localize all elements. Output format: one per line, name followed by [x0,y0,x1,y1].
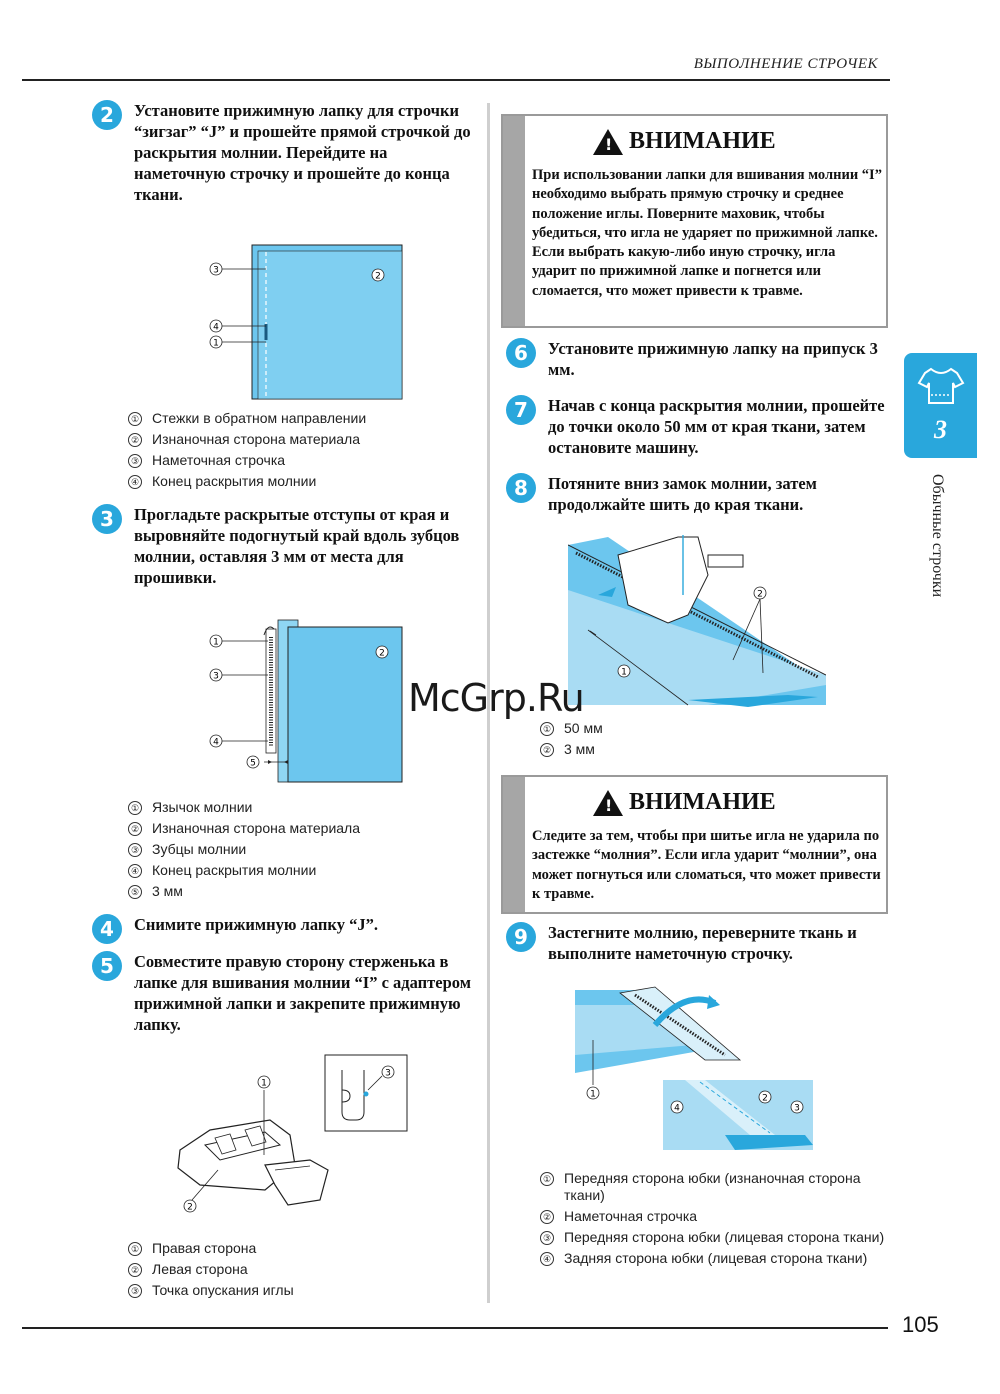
chapter-tab[interactable] [904,353,977,458]
legend-marker: ③ [128,1284,142,1298]
caution-body: Следите за тем, чтобы при шитье игла не ударила по застежке “молния”. Если игла ударит “молнии”, она может погнуться или сломаться, что может привести к травме. [532,828,881,902]
legend-text: 50 мм [564,720,603,736]
legend-item [540,1250,890,1267]
caution-title [593,128,776,155]
shirt-icon [917,365,965,407]
svg-text:4: 4 [674,1103,680,1114]
caution-box-1 [501,114,888,328]
svg-text:2: 2 [757,589,763,600]
watermark: McGrp.Ru [408,676,584,720]
step-number: 7 [506,395,536,425]
caution-title [593,789,776,816]
svg-text:3: 3 [213,265,219,276]
legend-figure-4 [540,720,740,762]
legend-marker: ④ [128,475,142,489]
warning-icon: ! [593,129,623,155]
step-5 [92,951,477,1035]
legend-marker: ② [540,743,554,757]
legend-text: Конец раскрытия молнии [152,862,317,878]
step-number: 6 [506,338,536,368]
legend-figure-1 [128,410,468,494]
caution-bar [503,777,525,912]
step-8 [506,473,886,515]
step-number: 5 [92,951,122,981]
legend-item [540,1208,890,1225]
legend-text: 3 мм [564,741,595,757]
caution-bar [503,116,525,326]
running-header: ВЫПОЛНЕНИЕ СТРОЧЕК [693,56,878,72]
step-number: 9 [506,922,536,952]
legend-marker: ① [540,1172,554,1186]
legend-text: Задняя сторона юбки (лицевая сторона ткани) [564,1250,868,1266]
step-text: Снимите прижимную лапку “J”. [134,915,378,934]
legend-item [128,1240,468,1257]
legend-marker: ① [128,412,142,426]
legend-text: Точка опускания иглы [152,1282,294,1298]
svg-text:1: 1 [213,637,219,648]
figure-zipper-foot [170,1050,415,1225]
step-text: Застегните молнию, переверните ткань и выполните наметочную строчку. [548,923,857,963]
caution-body: При использовании лапки для вшивания молнии “I” необходимо выбрать прямую строчку и среднее положение иглы. Поверните маховик, чтобы убедиться, что игла не ударяет по прижимной лапке. Если выбрать какую-либо иную строчку, игла ударит по прижимной лапке и погнется или сломается, что может привести к травме. [532,167,882,299]
legend-item [128,1261,468,1278]
step-text: Установите прижимную лапку для строчки “зигзаг” “J” и прошейте прямой строчкой до раскрытия молнии. Перейдите на наметочную строчку и прошейте до конца ткани. [134,101,471,204]
svg-text:2: 2 [379,648,385,659]
svg-text:1: 1 [213,338,219,349]
legend-text: Зубцы молнии [152,841,247,857]
figure-basting-stitch [200,240,410,405]
legend-item [128,841,468,858]
caution-box-2 [501,775,888,914]
legend-item [128,452,468,469]
legend-marker: ② [540,1210,554,1224]
step-7 [506,395,890,458]
legend-item [128,820,468,837]
svg-text:4: 4 [213,322,219,333]
legend-marker: ⑤ [128,885,142,899]
footer-rule [22,1327,888,1329]
legend-text: Передняя сторона юбки (лицевая сторона ткани) [564,1229,885,1245]
step-text: Прогладьте раскрытые отступы от края и выровняйте подогнутый край вдоль зубцов молнии, оставляя 3 мм от места для прошивки. [134,505,460,587]
step-text: Начав с конца раскрытия молнии, прошейте до точки около 50 мм от края ткани, затем остановите машину. [548,396,885,457]
legend-text: Наметочная строчка [564,1208,698,1224]
svg-text:2: 2 [762,1093,768,1104]
legend-marker: ① [540,722,554,736]
legend-item [128,883,468,900]
legend-item [128,431,468,448]
svg-text:3: 3 [794,1103,800,1114]
legend-item [540,1170,890,1204]
legend-item [128,862,468,879]
step-3 [92,504,472,588]
caution-title-text: ВНИМАНИЕ [629,128,776,154]
step-6 [506,338,886,380]
legend-marker: ② [128,1263,142,1277]
legend-marker: ③ [128,843,142,857]
svg-text:3: 3 [213,671,219,682]
step-number: 4 [92,914,122,944]
step-9 [506,922,886,964]
legend-text: Язычок молнии [152,799,253,815]
svg-text:5: 5 [250,758,256,769]
step-number: 3 [92,504,122,534]
legend-text: 3 мм [152,883,183,899]
legend-marker: ③ [540,1231,554,1245]
legend-figure-5 [540,1170,890,1271]
svg-text:4: 4 [213,737,219,748]
step-text: Совместите правую сторону стерженька в лапке для вшивания молнии “I” с адаптером прижимной лапки и закрепите прижимную лапку. [134,952,471,1034]
legend-marker: ② [128,822,142,836]
legend-marker: ④ [540,1252,554,1266]
legend-text: Наметочная строчка [152,452,286,468]
step-text: Потяните вниз замок молнии, затем продолжайте шить до края ткани. [548,474,817,514]
legend-item [128,799,468,816]
legend-item [540,1229,890,1246]
chapter-number: 3 [934,415,947,444]
legend-item [128,473,468,490]
figure-zipper-alignment [200,615,410,785]
figure-basting-back [575,985,820,1155]
legend-item [540,741,740,758]
svg-text:1: 1 [621,667,627,678]
legend-item [128,1282,468,1299]
legend-figure-2 [128,799,468,904]
svg-text:3: 3 [385,1068,391,1079]
legend-marker: ① [128,801,142,815]
legend-figure-3 [128,1240,468,1303]
step-number: 2 [92,100,122,130]
legend-item [128,410,468,427]
legend-text: Конец раскрытия молнии [152,473,317,489]
svg-text:1: 1 [261,1078,267,1089]
legend-text: Левая сторона [152,1261,248,1277]
legend-text: Стежки в обратном направлении [152,410,367,426]
figure-sewing-to-edge [568,535,826,715]
legend-text: Изнаночная сторона материала [152,431,361,447]
legend-marker: ④ [128,864,142,878]
chapter-label: Обычные строчки [929,474,946,598]
step-2 [92,100,472,205]
page-number: 105 [902,1312,939,1337]
legend-marker: ② [128,433,142,447]
svg-text:2: 2 [375,271,381,282]
step-4 [92,914,472,944]
step-number: 8 [506,473,536,503]
svg-text:2: 2 [187,1202,193,1213]
svg-text:1: 1 [590,1089,596,1100]
legend-text: Передняя сторона юбки (изнаночная сторона ткани) [564,1170,861,1203]
legend-item [540,720,740,737]
step-text: Установите прижимную лапку на припуск 3 мм. [548,339,878,379]
legend-text: Правая сторона [152,1240,257,1256]
legend-marker: ① [128,1242,142,1256]
legend-text: Изнаночная сторона материала [152,820,361,836]
legend-marker: ③ [128,454,142,468]
header-rule [22,79,890,81]
caution-title-text: ВНИМАНИЕ [629,789,776,815]
warning-icon: ! [593,790,623,816]
